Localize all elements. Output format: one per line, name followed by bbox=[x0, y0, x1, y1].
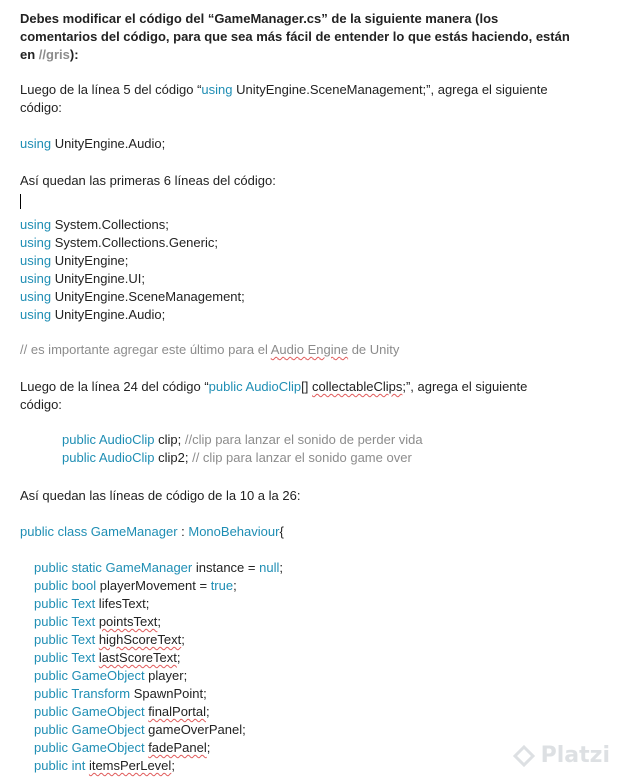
code-line: public AudioClip clip; //clip para lanzar el sonido de perder vida bbox=[62, 432, 423, 447]
intro-paragraph bbox=[20, 10, 570, 64]
code-line: using UnityEngine.UI; bbox=[20, 271, 146, 286]
code-line: public GameObject gameOverPanel; bbox=[34, 722, 246, 737]
intro-line: en //gris): bbox=[20, 47, 79, 62]
code-line: public Text highScoreText; bbox=[34, 632, 185, 647]
class-declaration: public class GameManager : MonoBehaviour{ bbox=[20, 524, 284, 539]
code-line: using UnityEngine; bbox=[20, 253, 129, 268]
intro-line: comentarios del código, para que sea más fácil de entender lo que estás haciendo, están bbox=[20, 29, 570, 44]
code-line: public Text lastScoreText; bbox=[34, 650, 181, 665]
code-line: using System.Collections.Generic; bbox=[20, 235, 218, 250]
audioclip-snippet bbox=[62, 431, 423, 467]
fields-block bbox=[34, 559, 283, 775]
code-line: using System.Collections; bbox=[20, 217, 169, 232]
platzi-watermark bbox=[513, 743, 610, 768]
code-line: public Text pointsText; bbox=[34, 614, 161, 629]
code-line: public int itemsPerLevel; bbox=[34, 758, 175, 773]
code-line: using UnityEngine.SceneManagement; bbox=[20, 289, 245, 304]
watermark-text: Platzi bbox=[540, 743, 610, 768]
snippet-using-audio: using UnityEngine.Audio; bbox=[20, 136, 166, 151]
code-line: public bool playerMovement = true; bbox=[34, 578, 237, 593]
code-line: public GameObject finalPortal; bbox=[34, 704, 210, 719]
code-line: public static GameManager instance = null; bbox=[34, 560, 283, 575]
code-line: using UnityEngine.Audio; bbox=[20, 307, 166, 322]
platzi-logo-icon bbox=[513, 745, 535, 767]
text-caret bbox=[20, 194, 21, 209]
step2-paragraph: Luego de la línea 24 del código “public AudioClip[] collectableClips;”, agrega el siguiente código: bbox=[20, 379, 528, 412]
heading-first-lines: Así quedan las primeras 6 líneas del código: bbox=[20, 173, 276, 188]
heading-lines-10-26: Así quedan las líneas de código de la 10 a la 26: bbox=[20, 488, 301, 503]
intro-line: Debes modificar el código del “GameManager.cs” de la siguiente manera (los bbox=[20, 11, 499, 26]
gray-note: //gris bbox=[38, 47, 70, 62]
step1-paragraph: Luego de la línea 5 del código “using UnityEngine.SceneManagement;”, agrega el siguiente código: bbox=[20, 82, 548, 115]
code-line: public GameObject fadePanel; bbox=[34, 740, 211, 755]
using-block bbox=[20, 216, 245, 324]
code-line: public GameObject player; bbox=[34, 668, 188, 683]
audio-engine-comment: // es importante agregar este último para el Audio Engine de Unity bbox=[20, 342, 400, 357]
code-line: public Transform SpawnPoint; bbox=[34, 686, 207, 701]
code-line: public AudioClip clip2; // clip para lanzar el sonido game over bbox=[62, 450, 412, 465]
code-line: public Text lifesText; bbox=[34, 596, 150, 611]
